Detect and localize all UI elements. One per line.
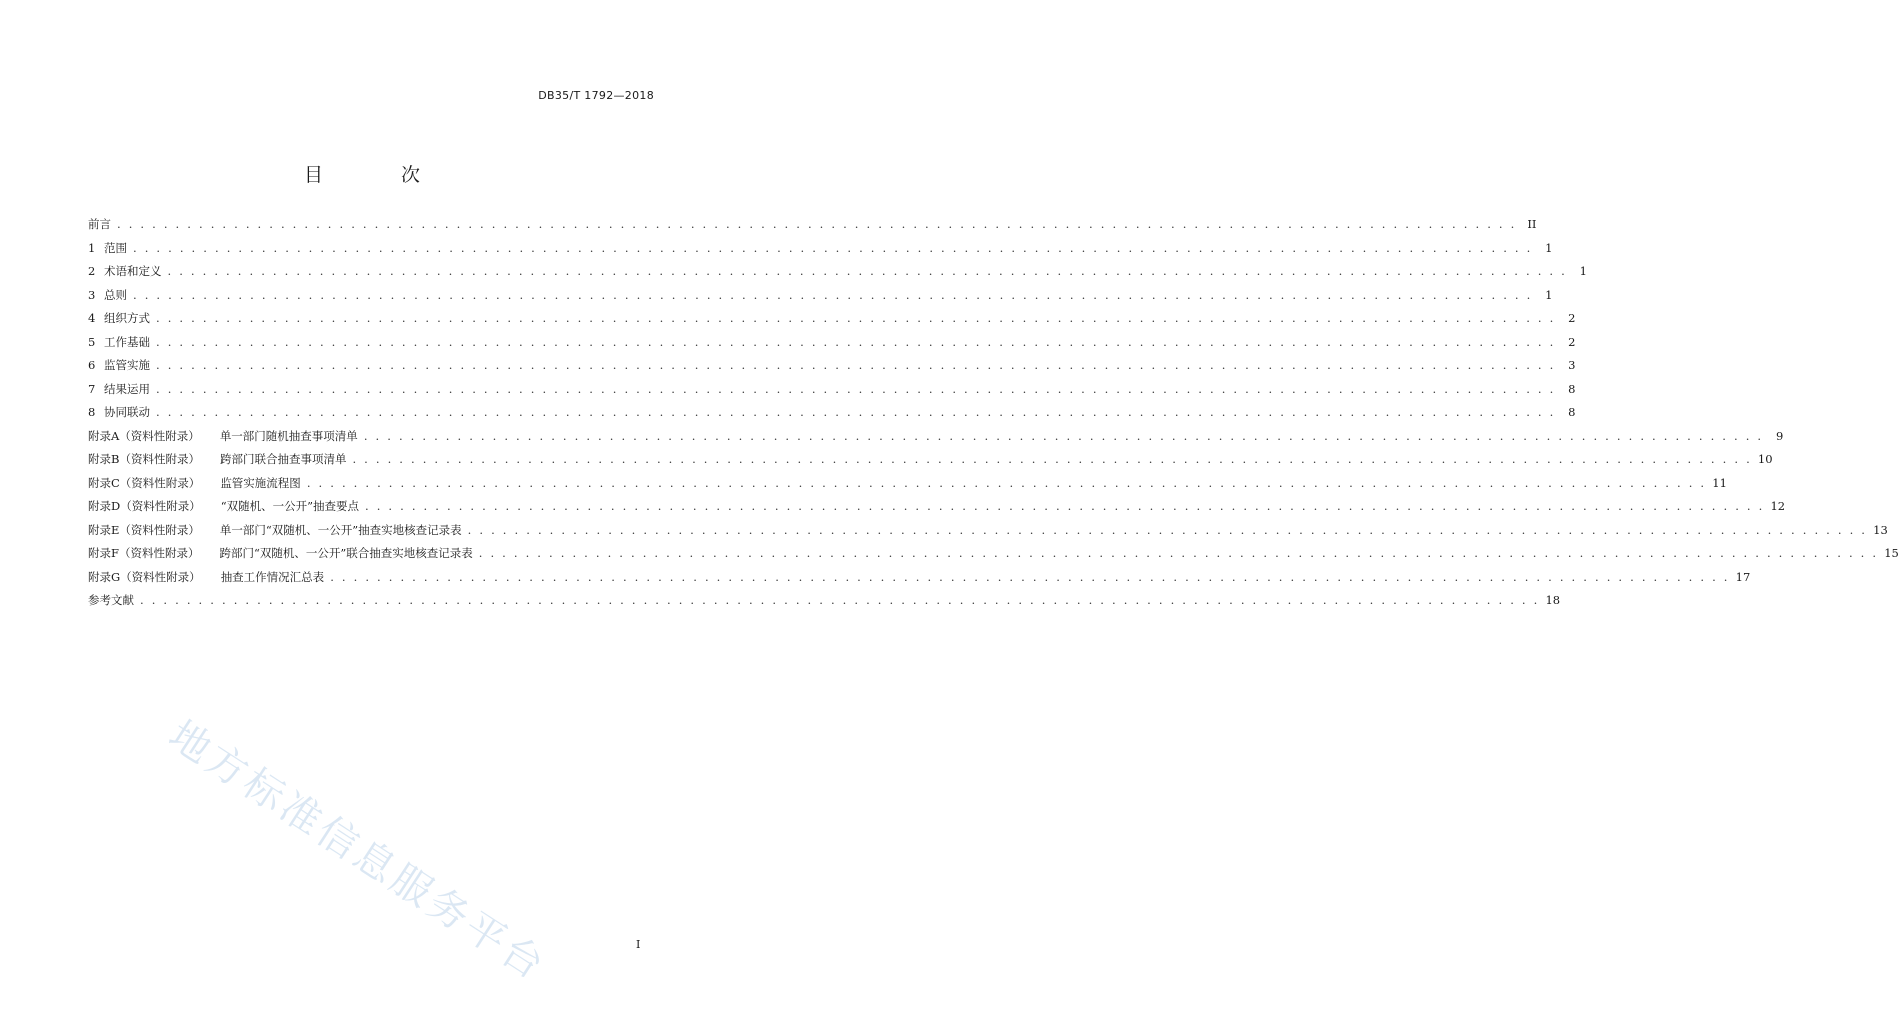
page-title: 目 次 (303, 164, 457, 186)
toc-entry-text: 工作基础 (104, 334, 150, 349)
toc-entry-label (88, 404, 150, 420)
toc-entry-text: 附录E（资料性附录） (88, 522, 200, 537)
toc-entry-page: 17 (1735, 569, 1751, 584)
toc-entry-subtitle: 监管实施流程图 (220, 475, 301, 490)
toc-entry-label (88, 334, 150, 350)
toc-leader-dots: . . . . . . . . . . . . . . . . . . . . . . . . . . . . . . . . . . . . . . . . . . . . . . . . . . . . . . . . . . . . . . . . . . . . . . . . . . . . . . . . . . . . . . . . . . . . . . . . . . . . . . . . . . . . . . . . . . . . . . . . (363, 428, 1764, 443)
toc-entry-label (88, 263, 162, 279)
toc-entry-text: 附录A（资料性附录） (88, 428, 200, 443)
toc-entry-page: 13 (1873, 522, 1888, 537)
toc-leader-dots: . . . . . . . . . . . . . . . . . . . . . . . . . . . . . . . . . . . . . . . . . . . . . . . . . . . . . . . . . . . . . . . . . . . . . . . . . . . . . . . . . . . . . . . . . . . . . . . . . . . . . . . . . . . . . . . . . . . . . . . . (156, 381, 1556, 396)
toc-entry[interactable] (88, 404, 1576, 428)
toc-leader-dots: . . . . . . . . . . . . . . . . . . . . . . . . . . . . . . . . . . . . . . . . . . . . . . . . . . . . . . . . . . . . . . . . . . . . . . . . . . . . . . . . . . . . . . . . . . . . . . . . . . . . . . . . . . . . . . . . . . . . . . . . (365, 499, 1765, 513)
toc-entry-text: 附录B（资料性附录） (88, 452, 200, 466)
toc-entry-page: 18 (1545, 593, 1561, 607)
toc-entry-label (88, 475, 301, 491)
toc-entry-text: 监管实施 (104, 358, 150, 372)
toc-entry-page: 1 (1545, 287, 1553, 302)
toc-entry-page: 9 (1775, 428, 1784, 443)
toc-entry-text: 总则 (104, 287, 127, 302)
toc-entry[interactable] (88, 569, 1751, 593)
toc-entry[interactable] (88, 381, 1576, 405)
toc-entry-text: 附录C（资料性附录） (88, 475, 201, 490)
toc-leader-dots: . . . . . . . . . . . . . . . . . . . . . . . . . . . . . . . . . . . . . . . . . . . . . . . . . . . . . . . . . . . . . . . . . . . . . . . . . . . . . . . . . . . . . . . . . . . . . . . . . . . . . . . . . . . . . . . . . . . . . . . . (140, 593, 1540, 607)
toc-entry-text: 协同联动 (104, 405, 150, 419)
toc-entry-label (88, 381, 150, 397)
toc-entry-label (88, 545, 473, 561)
toc-entry-text: 术语和定义 (104, 264, 162, 278)
toc-leader-dots: . . . . . . . . . . . . . . . . . . . . . . . . . . . . . . . . . . . . . . . . . . . . . . . . . . . . . . . . . . . . . . . . . . . . . . . . . . . . . . . . . . . . . . . . . . . . . . . . . . . . . . . . . . . . . . . . . . . . . . . . (156, 334, 1556, 349)
toc-entry-text: 附录G（资料性附录） (88, 569, 201, 584)
toc-entry-label (88, 522, 462, 538)
toc-leader-dots: . . . . . . . . . . . . . . . . . . . . . . . . . . . . . . . . . . . . . . . . . . . . . . . . . . . . . . . . . . . . . . . . . . . . . . . . . . . . . . . . . . . . . . . . . . . . . . . . . . . . . . . . . . . . . . . . . . . . . . . . (330, 569, 1730, 584)
toc-entry-text: 范围 (104, 240, 127, 255)
toc-entry[interactable] (88, 451, 1773, 475)
toc-entry-number: 3 (88, 287, 96, 302)
toc-entry-text: 结果运用 (104, 381, 150, 396)
toc-entry-page: 1 (1579, 264, 1587, 278)
toc-entry-number: 2 (88, 264, 96, 278)
toc-entry[interactable] (88, 287, 1553, 311)
toc-entry-number: 8 (88, 405, 96, 419)
toc-entry-number: 5 (88, 334, 96, 349)
toc-entry-label (88, 592, 134, 608)
toc-entry-text: 附录F（资料性附录） (88, 546, 200, 560)
toc-entry-page: 8 (1568, 381, 1576, 396)
toc-entry-subtitle: 单一部门“双随机、一公开”抽查实地核查记录表 (219, 522, 462, 537)
toc-entry[interactable] (88, 263, 1587, 287)
toc-entry-number: 7 (88, 381, 96, 396)
toc-entry-subtitle: 跨部门“双随机、一公开”联合抽查实地核查记录表 (219, 546, 473, 560)
toc-leader-dots: . . . . . . . . . . . . . . . . . . . . . . . . . . . . . . . . . . . . . . . . . . . . . . . . . . . . . . . . . . . . . . . . . . . . . . . . . . . . . . . . . . . . . . . . . . . . . . . . . . . . . . . . . . . . . . . . . . . . . . . . (133, 240, 1533, 255)
toc-entry-label (88, 240, 127, 256)
toc-entry-label (88, 428, 358, 444)
toc-entry-subtitle: 抽查工作情况汇总表 (220, 569, 325, 584)
toc-entry-label (88, 451, 346, 467)
toc-entry-text: 参考文献 (88, 593, 134, 607)
toc-entry-page: 2 (1568, 311, 1576, 325)
toc-entry-number: 4 (88, 311, 96, 325)
toc-entry-text: 组织方式 (104, 311, 150, 325)
standard-code: DB35/T 1792—2018 (538, 89, 654, 102)
toc-entry[interactable] (88, 475, 1727, 499)
toc-entry-text: 附录D（资料性附录） (88, 499, 201, 513)
toc-entry[interactable] (88, 592, 1561, 616)
toc-leader-dots: . . . . . . . . . . . . . . . . . . . . . . . . . . . . . . . . . . . . . . . . . . . . . . . . . . . . . . . . . . . . . . . . . . . . . . . . . . . . . . . . . . . . . . . . . . . . . . . . . . . . . . . . . . . . . . . . . . . . . . . . (117, 217, 1517, 231)
toc-entry-text: 前言 (88, 217, 111, 231)
toc-entry-label (88, 287, 127, 303)
toc-leader-dots: . . . . . . . . . . . . . . . . . . . . . . . . . . . . . . . . . . . . . . . . . . . . . . . . . . . . . . . . . . . . . . . . . . . . . . . . . . . . . . . . . . . . . . . . . . . . . . . . . . . . . . . . . . . . . . . . . . . . . . . . (167, 264, 1567, 278)
toc-entry-subtitle: “双随机、一公开”抽查要点 (220, 499, 359, 513)
toc-entry-subtitle: 单一部门随机抽查事项清单 (219, 428, 358, 443)
toc-entry[interactable] (88, 545, 1899, 569)
toc-entry[interactable] (88, 310, 1576, 334)
toc-entry-label (88, 569, 324, 585)
toc-leader-dots: . . . . . . . . . . . . . . . . . . . . . . . . . . . . . . . . . . . . . . . . . . . . . . . . . . . . . . . . . . . . . . . . . . . . . . . . . . . . . . . . . . . . . . . . . . . . . . . . . . . . . . . . . . . . . . . . . . . . . . . . (478, 546, 1879, 560)
toc-entry[interactable] (88, 334, 1576, 358)
toc-entry-label (88, 216, 111, 232)
toc-leader-dots: . . . . . . . . . . . . . . . . . . . . . . . . . . . . . . . . . . . . . . . . . . . . . . . . . . . . . . . . . . . . . . . . . . . . . . . . . . . . . . . . . . . . . . . . . . . . . . . . . . . . . . . . . . . . . . . . . . . . . . . . (306, 475, 1707, 490)
toc-leader-dots: . . . . . . . . . . . . . . . . . . . . . . . . . . . . . . . . . . . . . . . . . . . . . . . . . . . . . . . . . . . . . . . . . . . . . . . . . . . . . . . . . . . . . . . . . . . . . . . . . . . . . . . . . . . . . . . . . . . . . . . . (156, 405, 1556, 419)
toc-leader-dots: . . . . . . . . . . . . . . . . . . . . . . . . . . . . . . . . . . . . . . . . . . . . . . . . . . . . . . . . . . . . . . . . . . . . . . . . . . . . . . . . . . . . . . . . . . . . . . . . . . . . . . . . . . . . . . . . . . . . . . . . (352, 452, 1752, 466)
toc-entry-page: 1 (1545, 240, 1553, 255)
toc-entry[interactable] (88, 240, 1553, 264)
toc-entry-label (88, 498, 359, 514)
toc-entry-page: 12 (1770, 499, 1786, 513)
toc-entry[interactable] (88, 428, 1784, 452)
toc-entry-page: 11 (1712, 475, 1727, 490)
footer-page-number: I (636, 938, 641, 951)
toc-leader-dots: . . . . . . . . . . . . . . . . . . . . . . . . . . . . . . . . . . . . . . . . . . . . . . . . . . . . . . . . . . . . . . . . . . . . . . . . . . . . . . . . . . . . . . . . . . . . . . . . . . . . . . . . . . . . . . . . . . . . . . . . (156, 358, 1556, 372)
toc-entry[interactable] (88, 498, 1786, 522)
toc-entry[interactable] (88, 522, 1888, 546)
toc-entry-page: II (1527, 217, 1537, 231)
toc-entry-page: 10 (1757, 452, 1773, 466)
toc-entry-subtitle: 跨部门联合抽查事项清单 (219, 452, 347, 466)
toc-entry-page: 2 (1568, 334, 1576, 349)
toc-entry-page: 8 (1568, 405, 1576, 419)
toc-entry-page: 15 (1884, 546, 1899, 560)
toc-entry-label (88, 310, 150, 326)
toc-leader-dots: . . . . . . . . . . . . . . . . . . . . . . . . . . . . . . . . . . . . . . . . . . . . . . . . . . . . . . . . . . . . . . . . . . . . . . . . . . . . . . . . . . . . . . . . . . . . . . . . . . . . . . . . . . . . . . . . . . . . . . . . (133, 287, 1533, 302)
toc-entry[interactable] (88, 357, 1576, 381)
watermark: 地方标准信息服务平台 (160, 712, 555, 991)
toc-entry-number: 6 (88, 358, 96, 372)
toc-entry[interactable] (88, 216, 1537, 240)
toc-leader-dots: . . . . . . . . . . . . . . . . . . . . . . . . . . . . . . . . . . . . . . . . . . . . . . . . . . . . . . . . . . . . . . . . . . . . . . . . . . . . . . . . . . . . . . . . . . . . . . . . . . . . . . . . . . . . . . . . . . . . . . . . (467, 522, 1868, 537)
table-of-contents (88, 216, 1899, 616)
toc-entry-number: 1 (88, 240, 96, 255)
toc-leader-dots: . . . . . . . . . . . . . . . . . . . . . . . . . . . . . . . . . . . . . . . . . . . . . . . . . . . . . . . . . . . . . . . . . . . . . . . . . . . . . . . . . . . . . . . . . . . . . . . . . . . . . . . . . . . . . . . . . . . . . . . . (156, 311, 1556, 325)
toc-entry-page: 3 (1568, 358, 1576, 372)
toc-entry-label (88, 357, 150, 373)
